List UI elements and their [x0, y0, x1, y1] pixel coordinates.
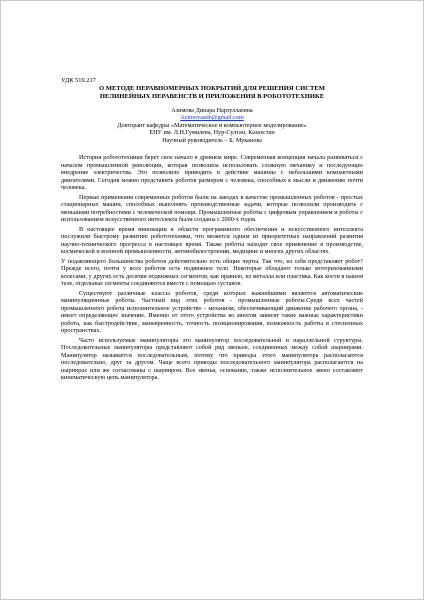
author-block [61, 107, 363, 145]
paper-title [61, 85, 363, 101]
udk-code: УДК 519.217 [61, 77, 96, 84]
author-email-link[interactable]: Azimovaadn@gmail.com [180, 114, 244, 122]
author-affiliation: Докторант кафедры «Математическое и компьютерное моделирование» [117, 121, 307, 129]
body-paragraph: История робототехники берет свое начало в древнем мире. Современная концепция начала развиваться с началом промышленной революции, которая позволила использовать сложную механику и последующее внедрение электричества. Это позволило приводить в действие машины с небольшими компактными двигателями. Сегодня можно представить роботов размером с человека, способных к мысли и движению почти человека. [61, 154, 363, 192]
body-paragraph: Существуют различные классы роботов, среди которых важнейшими являются автоматические манипуляционные роботы. Частный вид этих роботов - промышленные роботы.Среди всех частей промышленного робота исполнительное устройство - механизм, обеспечивающий движение рабочего органа, - имеет определяющее значение. Именно от этого устройства во многом зависят такие важные характеристики робота, как быстродействие, маневренность, точность позиционирования, возможность работы в стесненных пространствах. [61, 289, 363, 335]
author-name: Азимова Динара Нарзуллаевна [171, 106, 253, 114]
body-paragraph: Первые применения современных роботов были на заводах в качестве промышленных роботов - простых стационарных машин, способных выполнять производственные задачи, которые позволили производить с меньшими потребностями с человеческой помощи. Промышленные роботы с цифровым управлением и роботы с использованием искусственного интеллекта были созданы с 2000-х годов. [61, 193, 363, 224]
author-supervisor: Научный руководитель – Б. Муканова [162, 136, 262, 144]
title-line: НЕЛИНЕЙНЫХ НЕРАВЕНСТВ И ПРИЛОЖЕНИЯ В РОБОТОТЕХНИКЕ [99, 92, 325, 100]
title-line: О МЕТОДЕ НЕРАВНОМЕРНЫХ ПОКРЫТИЙ ДЛЯ РЕШЕНИЯ СИСТЕМ [99, 84, 325, 92]
author-university: ЕНУ им. Л.Н.Гумилева, Нур-Султан, Казахстан [149, 129, 275, 137]
page-content [61, 77, 363, 384]
body-paragraph: Часто используемые манипуляторы это манипулятор последовательной и параллельной структуры. Последовательные манипуляторы представляют собой ряд звеньев, соединенных между собой шарнирами. Манипулятор называется последовательным, потому что приводы этого манипулятора располагаются последовательно, друг за другом. Чаще всего приводы последовательного манипулятора располагаются на шарнирах или же согласованы с шарниром. Все звенья, основание, также исполнительное звено составляют кинематическую цепь манипулятора. [61, 336, 363, 382]
body-paragraph: У подавляющего большинства роботов действительно есть общие черты. Так что, из себя представляет робот? Прежде всего, почти у всех роботов есть подвижное тело. Некоторые обладают только моторизованными колесами, у других есть десятки подвижных сегментов, как правило, из металла или пластика. Как кости в вашем теле, отдельные сегменты соединяются вместе с помощью суставов. [61, 257, 363, 288]
body-paragraph: В настоящее время инновации в области программного обеспечения и искусственного интеллекта послужили быстрому развитию робототехники, что является одним из приоритетных направлений развития научно-технического прогресса в настоящее время. Также роботы находят свое применение в производстве, космической и военной промышленности, автомобилестроении, медицине и многих других областях. [61, 225, 363, 256]
